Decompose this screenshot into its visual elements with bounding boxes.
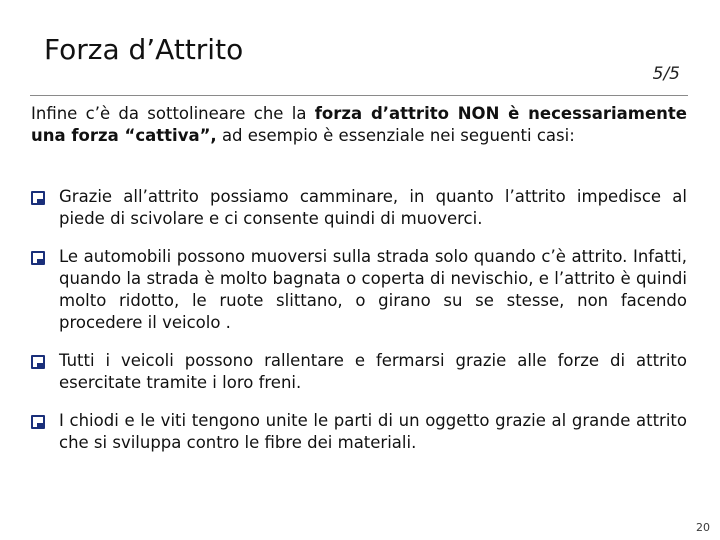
bullet-text: I chiodi e le viti tengono unite le parti di un oggetto grazie al grande attrito che si sviluppa contro le fibre dei materiali. (59, 411, 687, 452)
bullet-text: Grazie all’attrito possiamo camminare, in quanto l’attrito impedisce al piede di scivolare e ci consente quindi di muoverci. (59, 187, 687, 228)
bullet-item (30, 410, 687, 454)
bullet-item (30, 350, 687, 394)
checkbox-bullet-icon (31, 191, 45, 205)
intro-text-1: Infine c’è da sottolineare che la (31, 104, 315, 123)
intro-text-2: ad esempio è essenziale nei seguenti casi: (216, 126, 575, 145)
checkbox-bullet-icon (31, 251, 45, 265)
intro-bold-text: forza d’attrito NON è necessariamente una forza “cattiva”, (31, 104, 687, 145)
page-indicator: 5/5 (652, 64, 680, 84)
title-divider (30, 95, 688, 96)
bullet-list (30, 186, 687, 454)
bullet-item (30, 186, 687, 230)
intro-paragraph (31, 103, 687, 147)
slide-title: Forza d’Attrito (44, 33, 244, 66)
checkbox-bullet-icon (31, 415, 45, 429)
slide-number: 20 (696, 521, 710, 534)
bullet-item (30, 246, 687, 334)
checkbox-bullet-icon (31, 355, 45, 369)
bullet-text: Tutti i veicoli possono rallentare e fermarsi grazie alle forze di attrito esercitate tramite i loro freni. (59, 351, 687, 392)
bullet-text: Le automobili possono muoversi sulla strada solo quando c’è attrito. Infatti, quando la strada è molto bagnata o coperta di nevischio, e l’attrito è quindi molto ridotto, le ruote slittano, o girano su se stesse, non facendo procedere il veicolo . (59, 247, 687, 332)
